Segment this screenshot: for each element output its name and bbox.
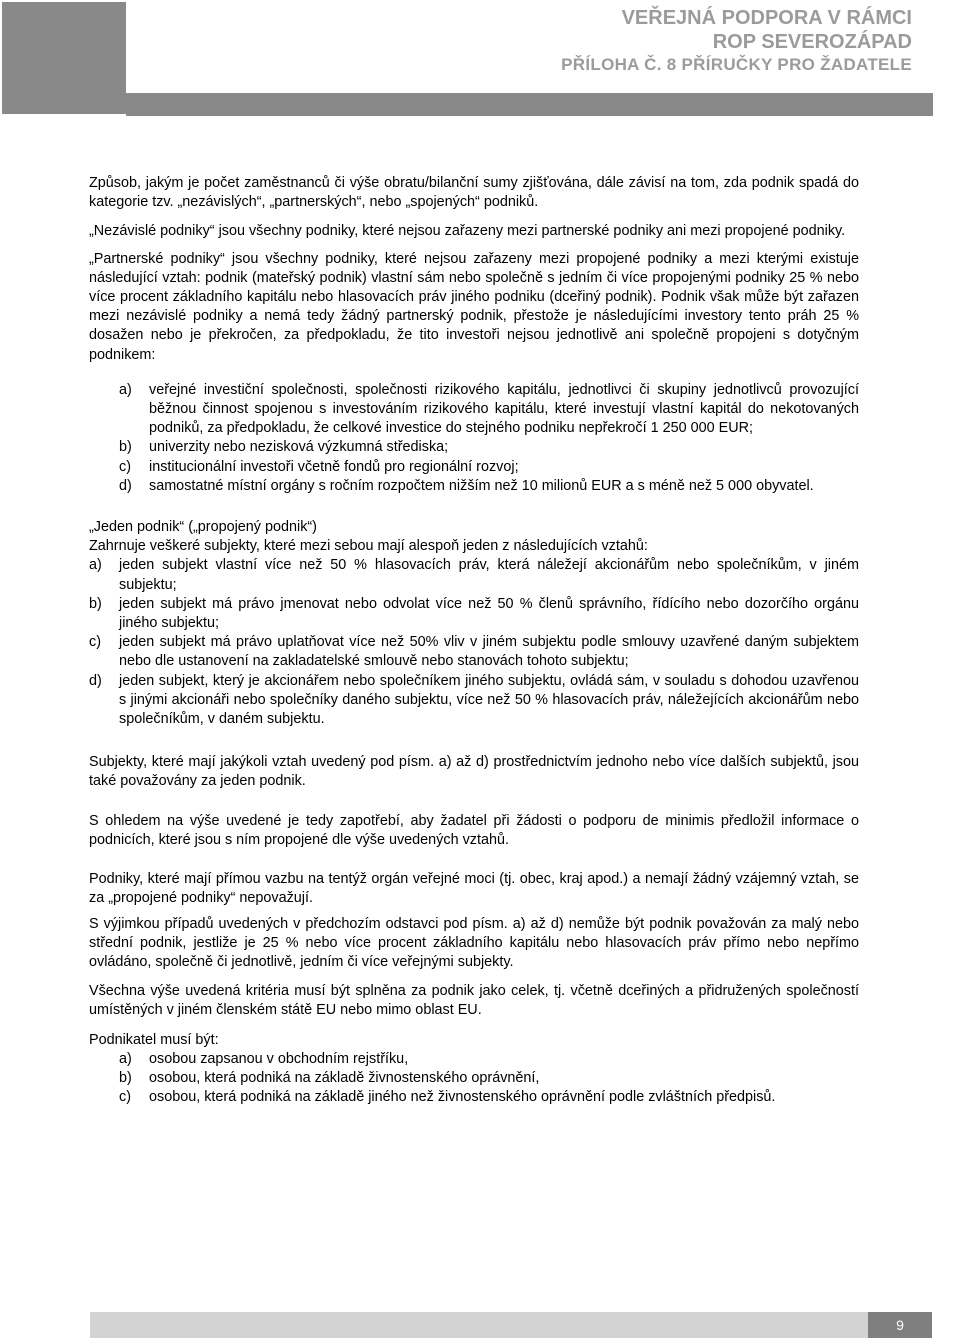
list-marker: c) [89,634,101,651]
list-item-text: institucionální investoři včetně fondů pro regionální rozvoj; [149,458,519,475]
list-item-text: osobou zapsanou v obchodním rejstříku, [149,1050,409,1067]
page-number: 9 [868,1312,932,1338]
list-item [89,438,859,457]
paragraph-indirect-relations: Subjekty, které mají jakýkoli vztah uvedený pod písm. a) až d) prostřednictvím jednoho nebo více dalších subjektů, jsou také považovány za jeden podnik. [89,754,859,790]
page-footer [0,1311,960,1341]
list-marker: c) [119,1089,131,1106]
list-marker: a) [119,381,132,398]
paragraph-single-enterprise-title: „Jeden podnik“ („propojený podnik“) [89,519,317,536]
list-marker: a) [119,1050,132,1067]
list-item [89,556,859,594]
paragraph-partner: „Partnerské podniky“ jsou všechny podniky, které nejsou zařazeny mezi propojené podniky a mezi kterými existuje následující vztah: podnik (mateřský podnik) vlastní sám nebo společně s jedním či více propojenými podniky 25 % nebo více procent základního kapitálu nebo hlasovacích práv jiného podniku (dceřiný podnik). Podnik však může být zařazen mezi nezávislé podniky a nemá tedy žádný partnerský podnik, přestože je následujícími investory tento práh 25 % dosažen nebo je překročen, za předpokladu, že tito investoři nejsou jednotlivě ani společně propojeni s dotyčným podnikem: [89,250,859,363]
list-item [89,1069,859,1088]
list-item [89,458,859,477]
paragraph-applicant-info: S ohledem na výše uvedené je tedy zapotřebí, aby žadatel při žádosti o podporu de minimis předložil informace o podnicích, které jsou s ním propojené dle výše uvedených vztahů. [89,812,859,848]
page-header [0,0,960,120]
paragraph-intro: Způsob, jakým je počet zaměstnanců či výše obratu/bilanční sumy zjišťována, dále závisí na tom, zda podnik spadá do kategorie tzv. „nezávislých“, „partnerských“, nebo „spojených“ podniků. [89,175,859,211]
list-item-text: jeden subjekt, který je akcionářem nebo společníkem jiného subjektu, ovládá sám, v souladu s dohodou uzavřenou s jinými akcionáři nebo společníky daného subjektu, více než 50 % hlasovacích práv, náležejících akcionářům nebo společníkům, v daném subjektu. [119,672,859,728]
header-title-line-2: ROP SEVEROZÁPAD [712,31,912,53]
list-item-text: jeden subjekt má právo uplatňovat více než 50% vliv v jiném subjektu podle smlouvy uzavřené daným subjektem nebo dle ustanovení na zakladatelské smlouvě nebo stanovách tohoto subjektu; [119,634,859,670]
list-marker: b) [89,595,102,612]
paragraph-entrepreneur: Podnikatel musí být: [89,1031,219,1048]
list-item-text: univerzity nebo nezisková výzkumná střediska; [149,439,449,456]
list-item [89,381,859,439]
list-item-text: samostatné místní orgány s ročním rozpočtem nižším než 10 milionů EUR a s méně než 5 000 obyvatel. [149,477,814,494]
paragraph-public-authority: Podniky, které mají přímou vazbu na tentýž orgán veřejné moci (tj. obec, kraj apod.) a nemají žádný vzájemný vztah, se za „propojené podniky“ nepovažují. [89,871,859,907]
footer-bar [90,1312,868,1338]
list-item [89,477,859,496]
paragraph-exception: S výjimkou případů uvedených v předchozím odstavci pod písm. a) až d) nemůže být podnik považován za malý nebo střední podnik, jestliže je 25 % nebo více procent základního kapitálu nebo hlasovacích práv přímo nebo nepřímo ovládáno, společně či jednotlivě, jedním či více veřejnými subjekty. [89,915,859,970]
list-marker: a) [89,557,102,574]
list-item-text: osobou, která podniká na základě živnostenského oprávnění, [149,1069,540,1086]
list-item-text: jeden subjekt vlastní více než 50 % hlasovacích práv, která náležejí akcionářům nebo společníkům, v jiném subjektu; [119,557,859,593]
paragraph-independent: „Nezávislé podniky“ jsou všechny podniky, které nejsou zařazeny mezi partnerské podniky ani mezi propojené podniky. [89,223,846,240]
header-gray-block [2,2,126,114]
list-marker: b) [119,1069,132,1086]
list-marker: d) [89,672,102,689]
list-item [89,672,859,730]
investor-list [89,381,859,496]
list-marker: d) [119,477,132,494]
list-marker: b) [119,439,132,456]
list-item-text: jeden subjekt má právo jmenovat nebo odvolat více než 50 % členů správního, řídícího nebo dozorčího orgánu jiného subjektu; [119,595,859,632]
list-marker: c) [119,458,131,475]
list-item [89,595,859,633]
header-title [561,6,912,76]
list-item [89,633,859,671]
list-item [89,1050,859,1069]
paragraph-single-enterprise-intro: Zahrnuje veškeré subjekty, které mezi sebou mají alespoň jeden z následujících vztahů: [89,538,648,555]
header-title-line-3: PŘÍLOHA Č. 8 PŘÍRUČKY PRO ŽADATELE [561,55,912,74]
paragraph-criteria: Všechna výše uvedená kritéria musí být splněna za podnik jako celek, tj. včetně dceřiných a přidružených společností umístěných v jiném členském státě EU nebo mimo oblast EU. [89,983,859,1019]
header-title-line-1: VEŘEJNÁ PODPORA V RÁMCI [621,7,912,29]
header-gray-bar [126,93,933,116]
list-item-text: osobou, která podniká na základě jiného než živnostenského oprávnění podle zvláštních předpisů. [149,1089,776,1106]
entrepreneur-list [89,1050,859,1108]
list-item [89,1088,859,1107]
list-item-text: veřejné investiční společnosti, společnosti rizikového kapitálu, jednotlivci či skupiny jednotlivců provozující běžnou činnost spojenou s investováním rizikového kapitálu, které investují vlastní kapitál do nekotovaných podniků, za předpokladu, že celkové investice do stejného podniku nepřekročí 1 250 000 EUR; [149,381,859,437]
relationship-list [89,556,859,729]
document-body [89,174,859,1107]
